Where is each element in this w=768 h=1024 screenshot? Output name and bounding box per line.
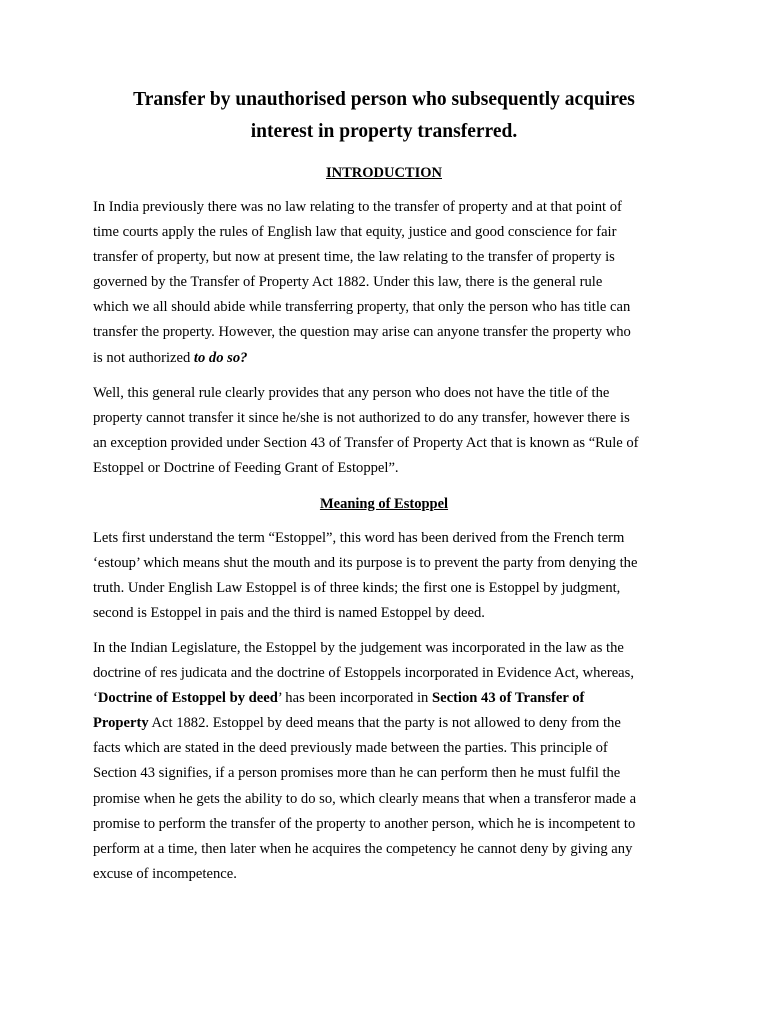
paragraph-exception [93, 381, 675, 481]
text-plain: ’ has been incorporated in [277, 690, 432, 707]
text-line: ‘estoup’ which means shut the mouth and its purpose is to prevent the party from denying the [93, 555, 638, 572]
text-line: an exception provided under Section 43 of Transfer of Property Act that is known as “Rule of [93, 435, 639, 452]
text-bold: Section 43 of Transfer of [432, 690, 585, 707]
text-line: truth. Under English Law Estoppel is of three kinds; the first one is Estoppel by judgment, [93, 580, 621, 597]
text-line: Well, this general rule clearly provides that any person who does not have the title of the [93, 385, 610, 401]
text-line: transfer of property, but now at present time, the law relating to the transfer of property is [93, 249, 615, 266]
introduction-heading: INTRODUCTION [325, 165, 442, 181]
paragraph-meaning [93, 526, 675, 626]
text-line: excuse of incompetence. [93, 865, 237, 882]
text-line: In India previously there was no law relating to the transfer of property and at that point of [93, 199, 622, 215]
text-line: In the Indian Legislature, the Estoppel by the judgement was incorporated in the law as the [93, 640, 624, 656]
text-plain: ‘ [93, 690, 98, 707]
text-line: facts which are stated in the deed previously made between the parties. This principle of [93, 740, 608, 757]
document-title [93, 84, 675, 148]
text-line: doctrine of res judicata and the doctrine of Estoppels incorporated in Evidence Act, whereas, [93, 665, 634, 682]
text-line: which we all should abide while transferring property, that only the person who has title can [93, 299, 631, 316]
text-plain: Act 1882. Estoppel by deed means that the party is not allowed to deny from the [148, 715, 621, 732]
text-line: transfer the property. However, the question may arise can anyone transfer the property who [93, 324, 631, 341]
title-line: Transfer by unauthorised person who subsequently acquires [133, 89, 635, 110]
paragraph-intro [93, 195, 675, 371]
text-line [93, 711, 675, 736]
text-line: governed by the Transfer of Property Act 1882. Under this law, there is the general rule [93, 274, 603, 291]
text-line: second is Estoppel in pais and the third is named Estoppel by deed. [93, 605, 485, 622]
text-line: perform at a time, then later when he acquires the competency he cannot deny by giving any [93, 840, 633, 857]
title-line: interest in property transferred. [250, 121, 518, 142]
text-line: Estoppel or Doctrine of Feeding Grant of Estoppel”. [93, 460, 399, 477]
text-plain: is not authorized [93, 349, 194, 366]
text-emphasis: to do so? [193, 349, 248, 366]
text-line: Lets first understand the term “Estoppel”, this word has been derived from the French term [93, 530, 625, 546]
text-line: promise to perform the transfer of the property to another person, which he is incompetent to [93, 815, 636, 832]
text-line: promise when he gets the ability to do so, which clearly means that when a transferor made a [93, 790, 637, 807]
text-bold: Property [93, 715, 149, 732]
text-line: time courts apply the rules of English law that equity, justice and good conscience for fair [93, 224, 617, 241]
text-line [93, 686, 675, 711]
text-line [93, 346, 675, 371]
text-line: Section 43 signifies, if a person promises more than he can perform then he must fulfil the [93, 765, 621, 782]
paragraph-indian-legislature [93, 636, 675, 887]
text-line: property cannot transfer it since he/she is not authorized to do any transfer, however there is [93, 410, 630, 427]
meaning-heading: Meaning of Estoppel [319, 496, 449, 512]
text-bold: Doctrine of Estoppel by deed [97, 690, 278, 707]
